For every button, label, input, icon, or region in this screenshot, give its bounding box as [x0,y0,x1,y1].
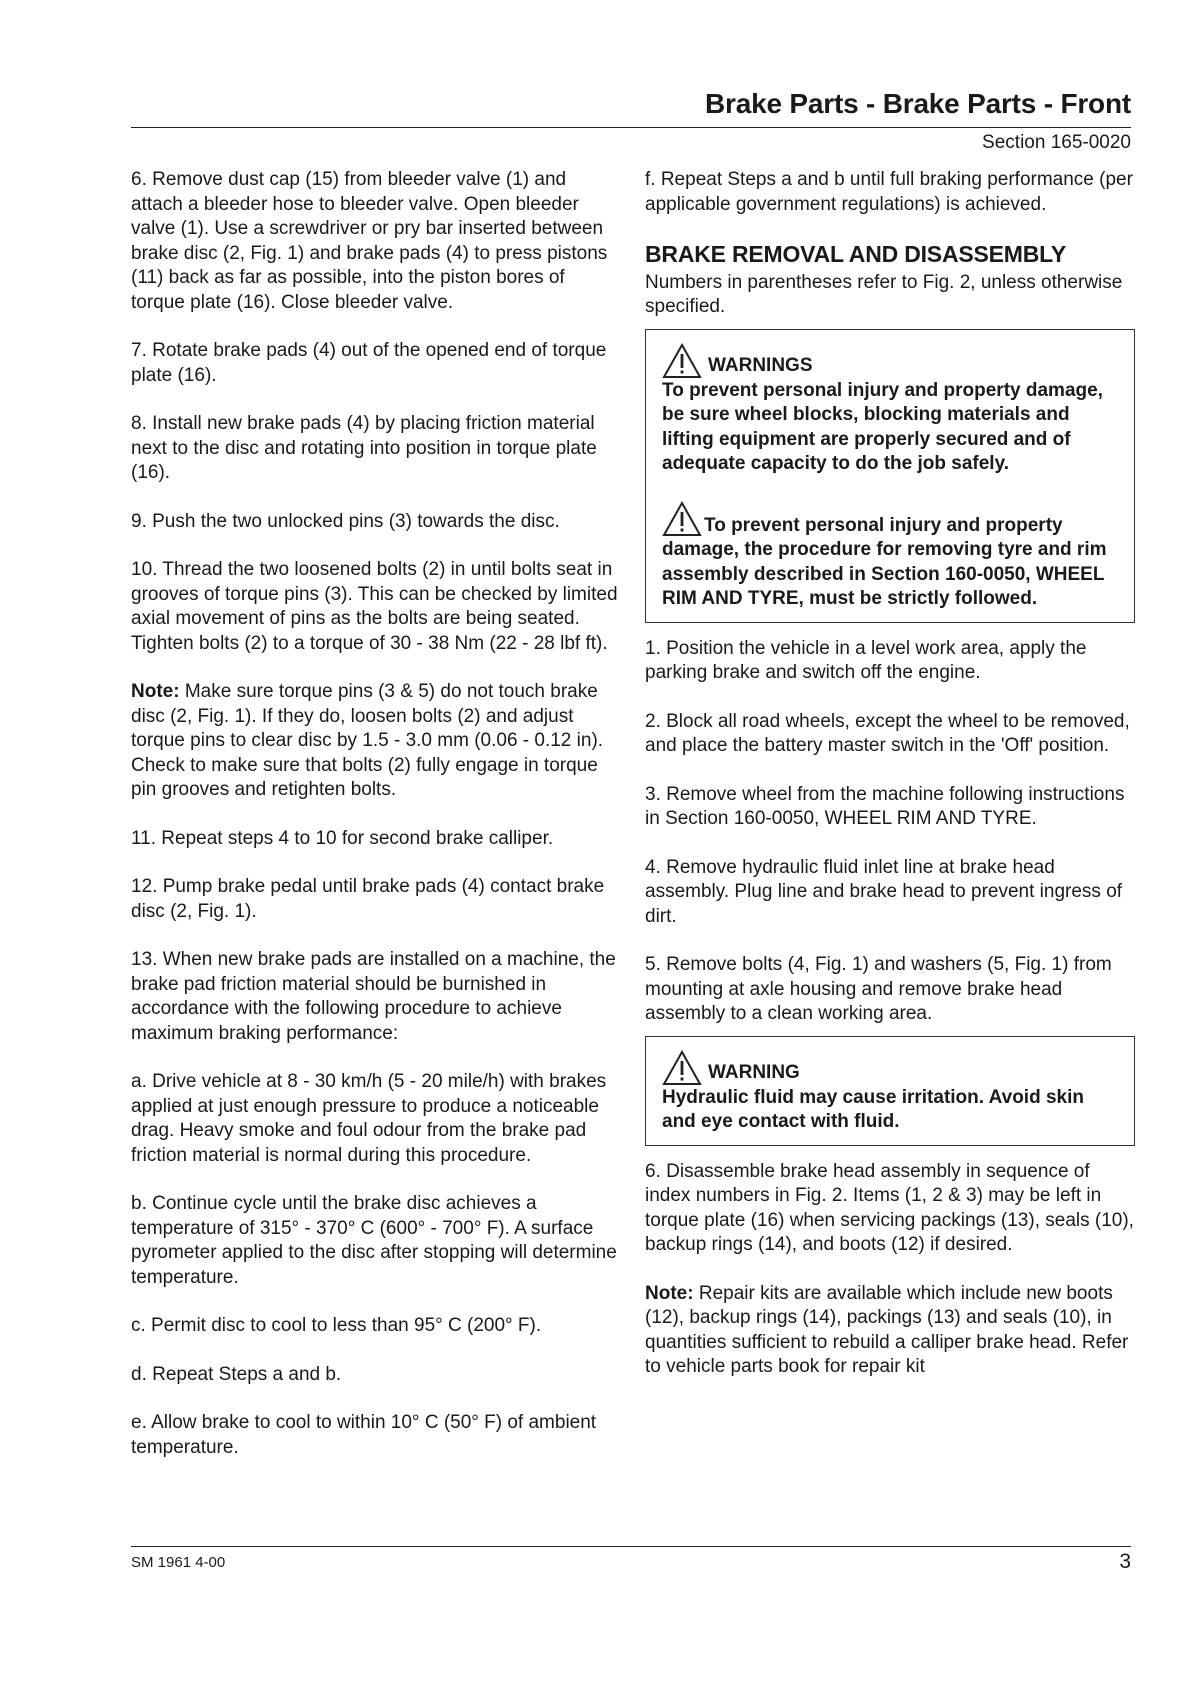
right-column [645,168,1135,1380]
step-a: a. Drive vehicle at 8 - 30 km/h (5 - 20 mile/h) with brakes applied at just enough pressure to produce a noticeable drag. Heavy smoke and foul odour from the brake pad friction material is normal during this procedure. [131,1071,607,1166]
warning-triangle-icon [662,1050,702,1086]
step-c: c. Permit disc to cool to less than 95° C (200° F). [131,1315,542,1336]
step-5: 5. Remove bolts (4, Fig. 1) and washers (5, Fig. 1) from mounting at axle housing and remove brake head assembly to a clean working area. [645,954,1112,1024]
warning-text-1: To prevent personal injury and property damage, be sure wheel blocks, blocking materials and lifting equipment are properly secured and of adequate capacity to do the job safely. [662,379,1103,474]
note-label: Note: [131,681,180,702]
step-10: 10. Thread the two loosened bolts (2) in until bolts seat in grooves of torque pins (3). This can be checked by limited axial movement of pins as the bolts are being seated. Tighten bolts (2) to a torque of 30 - 38 Nm (22 - 28 lbf ft). [131,559,618,654]
page-title: Brake Parts - Brake Parts - Front [704,88,1131,119]
note-text: Make sure torque pins (3 & 5) do not touch brake disc (2, Fig. 1). If they do, loosen bolts (2) and adjust torque pins to clear disc by 1.5 - 3.0 mm (0.06 - 0.12 in). Check to make sure that bolts (2) fully engage in torque pin grooves and retighten bolts. [131,681,604,800]
step-13: 13. When new brake pads are installed on a machine, the brake pad friction material should be burnished in accordance with the following procedure to achieve maximum braking performance: [131,949,616,1044]
step-6: 6. Remove dust cap (15) from bleeder valve (1) and attach a bleeder hose to bleeder valve. Open bleeder valve (1). Use a screwdriver or pry bar inserted between brake disc (2, Fig. 1) and brake pads (4) to press pistons (11) back as far as possible, into the piston bores of torque plate (16). Close bleeder valve. [131,169,608,313]
note-torque-pins [131,680,621,803]
warning-box [645,1036,1135,1146]
warning-text-2-wrap [662,501,1118,612]
step-4: 4. Remove hydraulic fluid inlet line at brake head assembly. Plug line and brake head to prevent ingress of dirt. [645,856,1123,927]
warning-triangle-icon [662,343,702,379]
note-repair-kits [645,1282,1135,1380]
note-text: Repair kits are available which include new boots (12), backup rings (14), packings (13) and seals (10), in quantities sufficient to rebuild a calliper brake head. Refer to vehicle parts book for repair kit [645,1282,1129,1377]
warning-text-2: To prevent personal injury and property damage, the procedure for removing tyre and rim assembly described in Section 160-0050, WHEEL RIM AND TYRE, must be strictly followed. [662,514,1107,609]
warnings-box [645,329,1135,623]
step-1: 1. Position the vehicle in a level work area, apply the parking brake and switch off the engine. [645,637,1087,683]
header-rule [131,127,1131,128]
left-column [131,168,621,1460]
section-heading: BRAKE REMOVAL AND DISASSEMBLY [645,241,1067,267]
footer-rule [131,1546,1131,1547]
step-8: 8. Install new brake pads (4) by placing friction material next to the disc and rotating into position in torque plate (16). [131,413,597,483]
intro-text: Numbers in parentheses refer to Fig. 2, unless otherwise specified. [645,271,1123,317]
step-9: 9. Push the two unlocked pins (3) towards the disc. [131,510,560,532]
step-2: 2. Block all road wheels, except the wheel to be removed, and place the battery master switch in the 'Off' position. [645,710,1130,756]
step-11: 11. Repeat steps 4 to 10 for second brake calliper. [131,827,554,849]
warnings-label: WARNINGS [708,355,813,376]
note-label: Note: [645,1282,694,1304]
step-e: e. Allow brake to cool to within 10° C (50° F) of ambient temperature. [131,1412,597,1458]
warning-hydraulic-text: Hydraulic fluid may cause irritation. Avoid skin and eye contact with fluid. [662,1086,1084,1132]
step-b: b. Continue cycle until the brake disc achieves a temperature of 315° - 370° C (600° - 700° F). A surface pyrometer applied to the disc after stopping will determine temperature. [131,1193,617,1288]
warning-label: WARNING [708,1062,800,1083]
step-6-right: 6. Disassemble brake head assembly in sequence of index numbers in Fig. 2. Items (1, 2 & 3) may be left in torque plate (16) when servicing packings (13), seals (10), backup rings (14), and boots (12) if desired. [645,1160,1134,1255]
page-number: 3 [1119,1550,1131,1573]
document-code: SM 1961 4-00 [131,1554,226,1571]
step-f: f. Repeat Steps a and b until full braking performance (per applicable government regulations) is achieved. [645,169,1133,215]
section-number: Section 165-0020 [982,132,1131,153]
step-3: 3. Remove wheel from the machine following instructions in Section 160-0050, WHEEL RIM AND TYRE. [645,783,1125,829]
step-12: 12. Pump brake pedal until brake pads (4) contact brake disc (2, Fig. 1). [131,876,605,922]
step-7: 7. Rotate brake pads (4) out of the opened end of torque plate (16). [131,340,607,386]
step-d: d. Repeat Steps a and b. [131,1363,342,1385]
warning-triangle-icon [662,501,702,537]
